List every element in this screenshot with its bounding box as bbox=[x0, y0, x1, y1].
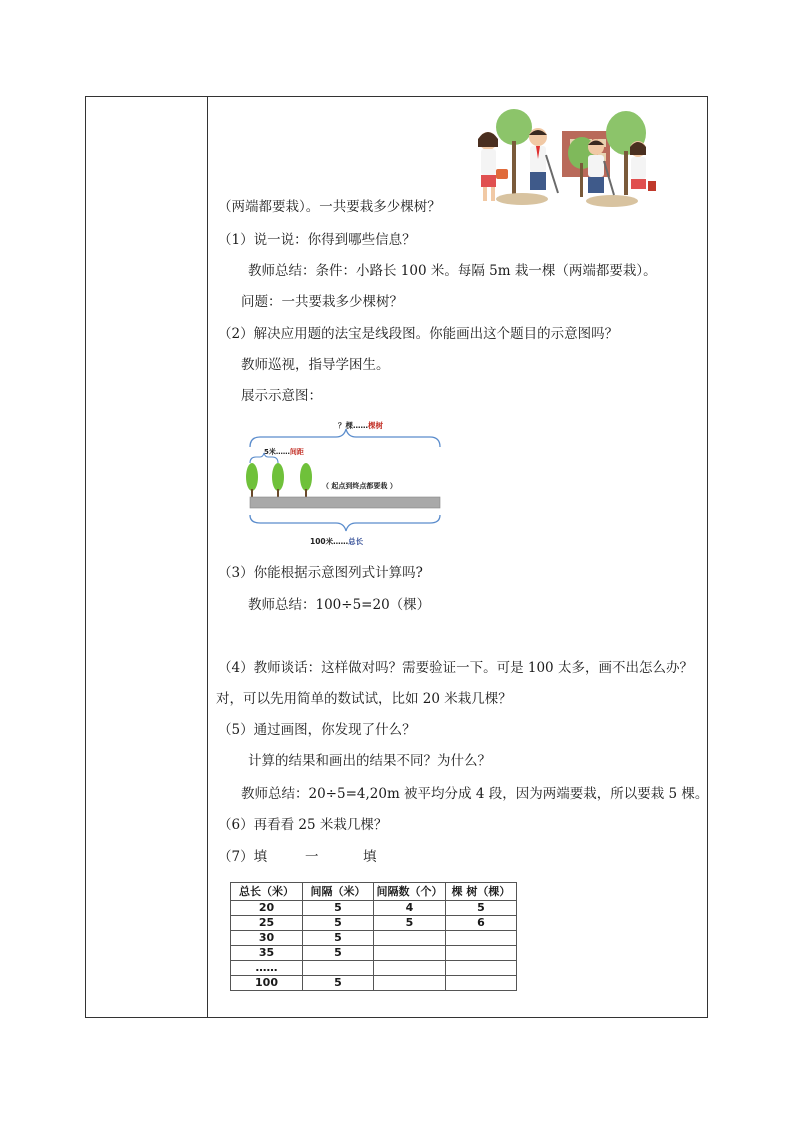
road-bar bbox=[250, 497, 440, 508]
tree-2-icon bbox=[272, 463, 284, 497]
text-line: （6）再看看 25 米栽几棵？ bbox=[218, 817, 388, 833]
table-row bbox=[231, 931, 517, 946]
fill-in-table bbox=[230, 882, 517, 991]
diagram-bottom-label-emph: 总长 bbox=[348, 537, 364, 546]
table-cell: 100 bbox=[231, 976, 303, 991]
text-line: 教师巡视，指导学困生。 bbox=[241, 357, 390, 373]
text-line: （3）你能根据示意图列式计算吗? bbox=[218, 565, 423, 581]
header-total-length: 总长（米） bbox=[231, 883, 303, 901]
header-interval: 间隔（米） bbox=[303, 883, 374, 901]
text-line: 教师总结：条件：小路长 100 米。每隔 5m 栽一棵（两端都要栽）。 bbox=[248, 263, 657, 279]
text-line: 教师总结：20÷5=4,20m 被平均分成 4 段，因为两端要栽，所以要栽 5 棵。 bbox=[241, 786, 709, 802]
text-line: 问题：一共要栽多少棵树？ bbox=[241, 294, 403, 310]
table-row bbox=[231, 961, 517, 976]
table-cell bbox=[374, 931, 446, 946]
text-line: 教师总结：100÷5=20（棵） bbox=[248, 597, 431, 613]
header-tree-count: 棵 树（棵） bbox=[446, 883, 517, 901]
table-cell: 20 bbox=[231, 901, 303, 916]
diagram-top-label-emph: 棵树 bbox=[368, 421, 383, 430]
planting-illustration bbox=[462, 103, 658, 211]
text-line: （1）说一说：你得到哪些信息？ bbox=[218, 232, 416, 248]
tree-3-icon bbox=[300, 463, 312, 497]
text-line: 对，可以先用简单的数试试，比如 20 米栽几棵？ bbox=[216, 691, 512, 707]
table-row bbox=[231, 946, 517, 961]
text-line: （4）教师谈话：这样做对吗？需要验证一下。可是 100 太多，画不出怎么办？ bbox=[218, 660, 693, 676]
table-cell: 5 bbox=[303, 901, 374, 916]
bottom-brace bbox=[250, 515, 440, 531]
table-cell: 4 bbox=[374, 901, 446, 916]
text-line: 展示示意图： bbox=[241, 388, 322, 404]
table-cell: 6 bbox=[446, 916, 517, 931]
table-row bbox=[231, 916, 517, 931]
diagram-gap-label: 5米……间距 bbox=[264, 448, 304, 456]
text-line: 计算的结果和画出的结果不同？为什么？ bbox=[248, 753, 491, 769]
table-cell bbox=[446, 961, 517, 976]
table-cell bbox=[446, 946, 517, 961]
table-cell: 5 bbox=[303, 946, 374, 961]
header-interval-count: 间隔数（个） bbox=[374, 883, 446, 901]
text-line: 填 bbox=[363, 849, 377, 865]
table-cell: 5 bbox=[446, 901, 517, 916]
text-line: （2）解决应用题的法宝是线段图。你能画出这个题目的示意图吗？ bbox=[218, 326, 619, 342]
table-cell: 5 bbox=[303, 976, 374, 991]
table-cell: 5 bbox=[303, 931, 374, 946]
diagram-note: （ 起点到终点都要栽 ） bbox=[322, 482, 397, 490]
big-brace bbox=[250, 429, 440, 447]
tree-1-icon bbox=[246, 463, 258, 497]
table-cell bbox=[374, 946, 446, 961]
table-header-row bbox=[231, 883, 517, 901]
table-cell: 25 bbox=[231, 916, 303, 931]
table-cell bbox=[446, 931, 517, 946]
lesson-table-frame bbox=[85, 96, 708, 1018]
diagram-bottom-label: 100米……总长 bbox=[310, 537, 364, 546]
text-line: 一 bbox=[305, 849, 319, 865]
table-cell bbox=[303, 961, 374, 976]
column-divider bbox=[207, 97, 208, 1017]
table-cell: 35 bbox=[231, 946, 303, 961]
tree-planting-diagram bbox=[244, 419, 450, 549]
table-row bbox=[231, 976, 517, 991]
table-cell bbox=[446, 976, 517, 991]
text-line: （两端都要栽）。一共要栽多少棵树？ bbox=[218, 199, 441, 215]
table-cell bbox=[374, 976, 446, 991]
table-cell: 5 bbox=[374, 916, 446, 931]
table-row bbox=[231, 901, 517, 916]
diagram-gap-label-emph: 间距 bbox=[289, 448, 304, 456]
table-cell: 30 bbox=[231, 931, 303, 946]
table-cell: 5 bbox=[303, 916, 374, 931]
text-line: （5）通过画图，你发现了什么？ bbox=[218, 722, 416, 738]
table-cell bbox=[374, 961, 446, 976]
text-line: （7）填 bbox=[218, 849, 268, 865]
table-cell: …… bbox=[231, 961, 303, 976]
diagram-top-label: ？棵……棵树 bbox=[338, 421, 383, 430]
